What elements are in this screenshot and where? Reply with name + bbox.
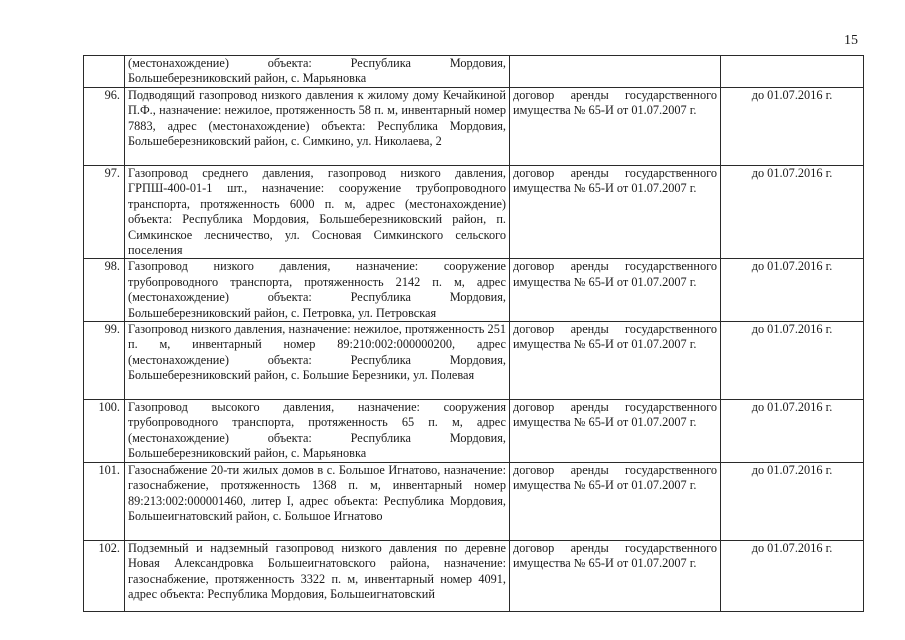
table-row xyxy=(84,540,864,611)
row-number-cell: 96. xyxy=(84,88,125,166)
row-number-cell xyxy=(84,56,125,88)
row-number-cell: 97. xyxy=(84,166,125,259)
table-row xyxy=(84,88,864,166)
object-description-cell: Подземный и надземный газопровод низкого давления по деревне Новая Александровка Большеигнатовского района, назначение: газоснабжение, протяженность 3322 п. м, инвентарный номер 4091, адрес объекта: Республика Мордовия, Большеигнатовский xyxy=(125,540,510,611)
table-row xyxy=(84,462,864,540)
term-cell: до 01.07.2016 г. xyxy=(721,166,864,259)
basis-cell: договор аренды государственного имущества № 65-И от 01.07.2007 г. xyxy=(510,400,721,463)
table-row xyxy=(84,322,864,400)
basis-cell: договор аренды государственного имущества № 65-И от 01.07.2007 г. xyxy=(510,259,721,322)
row-number-cell: 100. xyxy=(84,400,125,463)
object-description-cell: Газоснабжение 20-ти жилых домов в с. Большое Игнатово, назначение: газоснабжение, протяженность 1368 п. м, инвентарный номер 89:213:002:000001460, литер I, адрес объекта: Республика Мордовия, Большеигнатовский район, с. Большое Игнатово xyxy=(125,462,510,540)
page-number: 15 xyxy=(844,33,858,48)
row-number-cell: 101. xyxy=(84,462,125,540)
basis-cell: договор аренды государственного имущества № 65-И от 01.07.2007 г. xyxy=(510,322,721,400)
basis-cell: договор аренды государственного имущества № 65-И от 01.07.2007 г. xyxy=(510,166,721,259)
object-description-cell: Газопровод высокого давления, назначение: сооружения трубопроводного транспорта, протяженность 65 п. м, адрес (местонахождение) объекта: Республика Мордовия, Большеберезниковский район, с. Марьяновка xyxy=(125,400,510,463)
basis-cell: договор аренды государственного имущества № 65-И от 01.07.2007 г. xyxy=(510,462,721,540)
basis-cell: договор аренды государственного имущества № 65-И от 01.07.2007 г. xyxy=(510,540,721,611)
page-bottom-edge xyxy=(0,632,905,640)
property-registry-table xyxy=(83,55,864,612)
row-number-cell: 102. xyxy=(84,540,125,611)
object-description-cell: Газопровод низкого давления, назначение: сооружение трубопроводного транспорта, протяженность 2142 п. м, адрес (местонахождение) объекта: Республика Мордовия, Большеберезниковский район, с. Петровка, ул. Петровская xyxy=(125,259,510,322)
term-cell: до 01.07.2016 г. xyxy=(721,400,864,463)
term-cell: до 01.07.2016 г. xyxy=(721,540,864,611)
object-description-cell: (местонахождение) объекта: Республика Мордовия, Большеберезниковский район, с. Марьяновка xyxy=(125,56,510,88)
term-cell: до 01.07.2016 г. xyxy=(721,88,864,166)
table-row xyxy=(84,166,864,259)
object-description-cell: Подводящий газопровод низкого давления к жилому дому Кечайкиной П.Ф., назначение: нежилое, протяженность 58 п. м, инвентарный номер 7883, адрес (местонахождение) объекта: Республика Мордовия, Большеберезниковский район, с. Симкино, ул. Николаева, 2 xyxy=(125,88,510,166)
basis-cell: договор аренды государственного имущества № 65-И от 01.07.2007 г. xyxy=(510,88,721,166)
term-cell: до 01.07.2016 г. xyxy=(721,322,864,400)
object-description-cell: Газопровод низкого давления, назначение: нежилое, протяженность 251 п. м, инвентарный номер 89:210:002:000000200, адрес (местонахождение) объекта: Республика Мордовия, Большеберезниковский район, с. Большие Березники, ул. Полевая xyxy=(125,322,510,400)
basis-cell xyxy=(510,56,721,88)
table-row xyxy=(84,400,864,463)
row-number-cell: 98. xyxy=(84,259,125,322)
object-description-cell: Газопровод среднего давления, газопровод низкого давления, ГРПШ-400-01-1 шт., назначение: сооружение трубопроводного транспорта, протяженность 6000 п. м, адрес (местонахождение) объекта: Республика Мордовия, Большеберезниковский район, п. Симкинское лесничество, ул. Сосновая Симкинского сельского поселения xyxy=(125,166,510,259)
term-cell: до 01.07.2016 г. xyxy=(721,259,864,322)
table-row xyxy=(84,56,864,88)
term-cell xyxy=(721,56,864,88)
row-number-cell: 99. xyxy=(84,322,125,400)
term-cell: до 01.07.2016 г. xyxy=(721,462,864,540)
table-row xyxy=(84,259,864,322)
